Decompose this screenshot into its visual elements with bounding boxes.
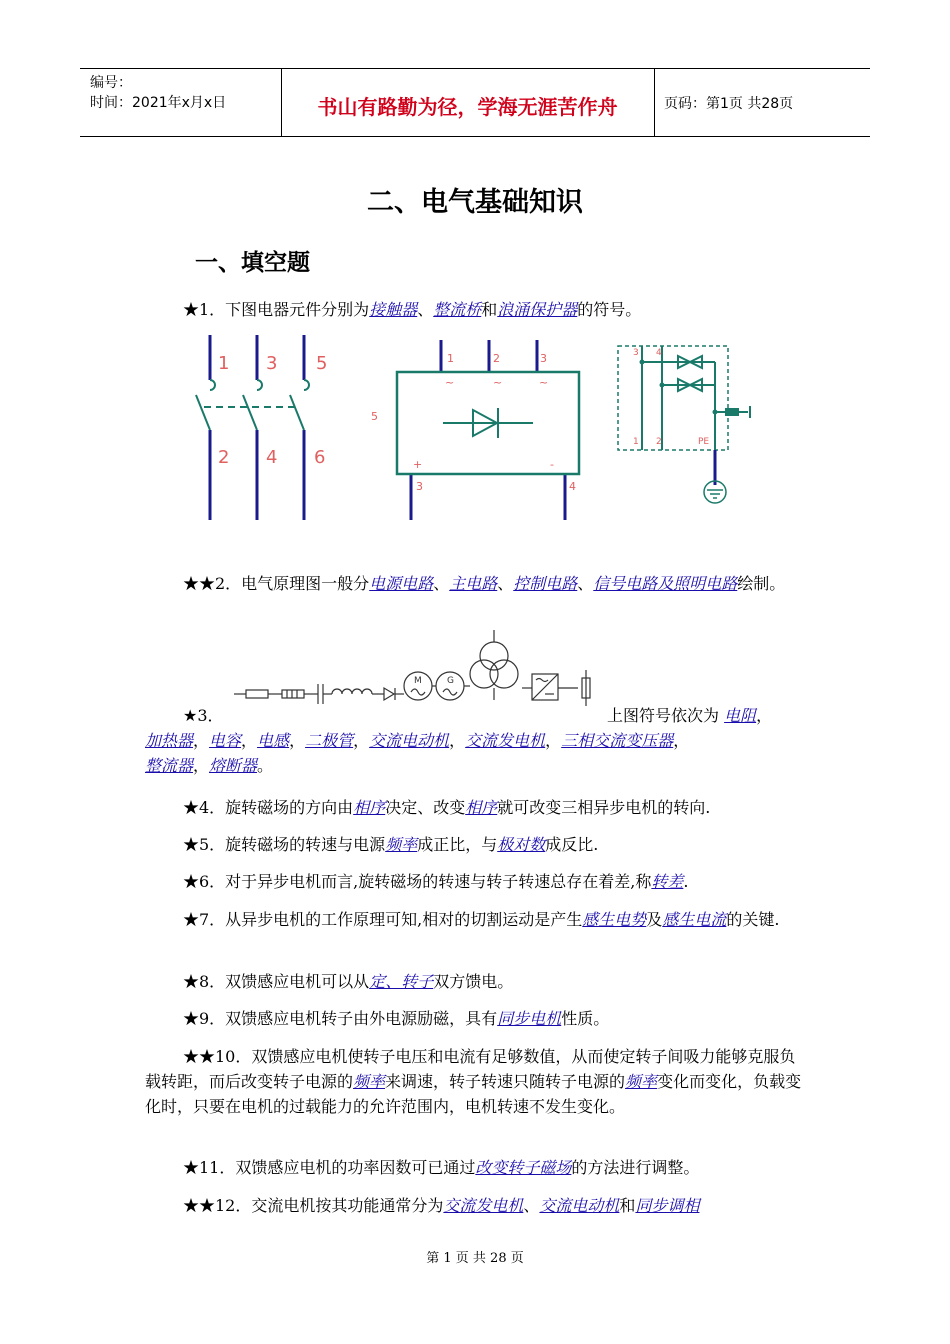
question-3-number: ★3．: [183, 706, 224, 725]
q-text: ，: [756, 706, 773, 725]
contactor-label: 1: [218, 353, 230, 374]
bridge-label: 3: [540, 352, 547, 365]
answer: 整流器: [145, 756, 194, 775]
bridge-label: ~: [493, 376, 503, 389]
question-6: [145, 869, 810, 894]
question-8: [145, 969, 810, 994]
answer: 相序: [465, 798, 498, 817]
q-text: ★★10．双馈感应电机使转子电压和电流有足够数值，从而使定转子间吸力能够克服负载转距，而后改变转子电源的: [145, 1047, 796, 1091]
q-text: 、: [417, 300, 434, 319]
answer: 同步调相: [635, 1196, 700, 1215]
spd-label: 2: [656, 437, 662, 447]
number-label: 编号：: [90, 75, 132, 91]
bridge-label: 2: [493, 352, 500, 365]
spd-label: 1: [633, 437, 639, 447]
generator-symbol-label: G: [447, 676, 454, 686]
answer: 主电路: [449, 574, 498, 593]
answer: 浪涌保护器: [497, 300, 578, 319]
answer: 电感: [257, 731, 290, 750]
q-text: ★11．双馈感应电机的功率因数可已通过: [183, 1158, 476, 1177]
q-text: 及: [646, 910, 663, 929]
time-label: 时间：2021年x月x日: [90, 95, 227, 111]
q-text: 、: [577, 574, 594, 593]
bridge-label: +: [413, 458, 423, 471]
answer: 交流电动机: [369, 731, 450, 750]
bridge-label: ~: [539, 376, 549, 389]
section-heading: 一、填空题: [195, 250, 310, 276]
q-text: 成正比，与: [417, 835, 498, 854]
header-table: [80, 68, 870, 137]
answer: 交流发电机: [465, 731, 546, 750]
answer: 相序: [353, 798, 386, 817]
bridge-label: 1: [447, 352, 454, 365]
spd-label: PE: [698, 437, 710, 447]
question-2: [145, 571, 810, 596]
q-text: ★1．下图电器元件分别为: [183, 300, 370, 319]
question-11: [145, 1155, 810, 1180]
question-3: [145, 703, 810, 778]
spd-label: 3: [633, 348, 639, 358]
answer: 改变转子磁场: [475, 1158, 572, 1177]
answer: 频率: [385, 835, 418, 854]
q-text: 双方馈电。: [433, 972, 514, 991]
header-meta: [90, 73, 226, 113]
q-text: 变化而变化，负载变化时，只要在电机的过载能力的允许范围内，电机转速不发生变化。: [145, 1072, 802, 1116]
q-text: 、: [433, 574, 450, 593]
answer: 电阻: [724, 706, 757, 725]
motor-symbol-label: M: [414, 676, 422, 686]
q-text: 和: [619, 1196, 636, 1215]
answer: 电容: [209, 731, 242, 750]
answer: 定、转子: [369, 972, 434, 991]
answer: 交流发电机: [443, 1196, 524, 1215]
page-title: 二、电气基础知识: [367, 187, 583, 218]
q-text: ★5．旋转磁场的转速与电源: [183, 835, 386, 854]
q-text: 的符号。: [577, 300, 642, 319]
symbol-strip: [232, 628, 602, 706]
answer: 频率: [353, 1072, 386, 1091]
page-info: 页码：第1页 共28页: [664, 96, 794, 112]
q-text: ，: [241, 731, 258, 750]
contactor-label: 2: [218, 447, 230, 468]
q-text: ★6．对于异步电机而言,旋转磁场的转速与转子转速总存在着差,称: [183, 872, 652, 891]
q-text: .: [683, 872, 689, 891]
contactor-label: 3: [266, 353, 278, 374]
q-text: 的方法进行调整。: [571, 1158, 700, 1177]
answer: 频率: [625, 1072, 658, 1091]
q-text: ，: [673, 731, 690, 750]
question-1: [183, 297, 848, 322]
q-text: 绘制。: [737, 574, 786, 593]
rectifier-bridge-symbol: [365, 340, 590, 525]
answer: 三相交流变压器: [561, 731, 674, 750]
bridge-label: ~: [445, 376, 455, 389]
answer: 二极管: [305, 731, 354, 750]
q-text: 上图符号依次为: [607, 706, 725, 725]
q-text: ★★12．交流电机按其功能通常分为: [183, 1196, 444, 1215]
q-text: 来调速，转子转速只随转子电源的: [385, 1072, 626, 1091]
q-text: ，: [545, 731, 562, 750]
contactor-label: 5: [316, 353, 328, 374]
question-10: [145, 1044, 810, 1119]
q-text: ，: [193, 731, 210, 750]
contactor-symbol: [190, 335, 340, 525]
answer: 熔断器: [209, 756, 258, 775]
q-text: ★8．双馈感应电机可以从: [183, 972, 370, 991]
q-text: ，: [289, 731, 306, 750]
question-7: [145, 907, 810, 932]
q-text: 性质。: [561, 1009, 610, 1028]
surge-protector-symbol: [600, 340, 770, 510]
bridge-label: -: [550, 458, 554, 471]
question-4: [145, 795, 810, 820]
q-text: 就可改变三相异步电机的转向.: [497, 798, 711, 817]
divider: [654, 69, 655, 136]
contactor-label: 4: [266, 447, 278, 468]
question-5: [145, 832, 810, 857]
answer: 感生电流: [662, 910, 727, 929]
q-text: ，: [449, 731, 466, 750]
q-text: 、: [497, 574, 514, 593]
bridge-label: 5: [371, 410, 378, 423]
question-12: [145, 1193, 810, 1218]
answer: 同步电机: [497, 1009, 562, 1028]
q-text: ★★2．电气原理图一般分: [183, 574, 370, 593]
q-text: ，: [353, 731, 370, 750]
answer: 极对数: [497, 835, 546, 854]
q-text: 成反比.: [545, 835, 599, 854]
bridge-label: 3: [416, 480, 423, 493]
page-footer: 第 1 页 共 28 页: [426, 1251, 524, 1266]
q-text: 决定、改变: [385, 798, 466, 817]
answer: 控制电路: [513, 574, 578, 593]
contactor-label: 6: [314, 447, 326, 468]
motto: 书山有路勤为径，学海无涯苦作舟: [317, 95, 618, 119]
answer: 交流电动机: [539, 1196, 620, 1215]
q-text: ★9．双馈感应电机转子由外电源励磁，具有: [183, 1009, 498, 1028]
question-9: [145, 1006, 810, 1031]
q-text: 的关键.: [726, 910, 780, 929]
bridge-label: 4: [569, 480, 576, 493]
answer: 接触器: [369, 300, 418, 319]
q-text: ★4．旋转磁场的方向由: [183, 798, 354, 817]
answer: 加热器: [145, 731, 194, 750]
q-text: 、: [523, 1196, 540, 1215]
answer: 信号电路及照明电路: [593, 574, 738, 593]
q-text: ，: [193, 756, 210, 775]
answer: 整流桥: [433, 300, 482, 319]
spd-label: 4: [656, 348, 662, 358]
answer: 转差: [651, 872, 684, 891]
q-text: 和: [481, 300, 498, 319]
answer: 电源电路: [369, 574, 434, 593]
q-text: ★7．从异步电机的工作原理可知,相对的切割运动是产生: [183, 910, 583, 929]
q-text: 。: [257, 756, 274, 775]
answer: 感生电势: [582, 910, 647, 929]
